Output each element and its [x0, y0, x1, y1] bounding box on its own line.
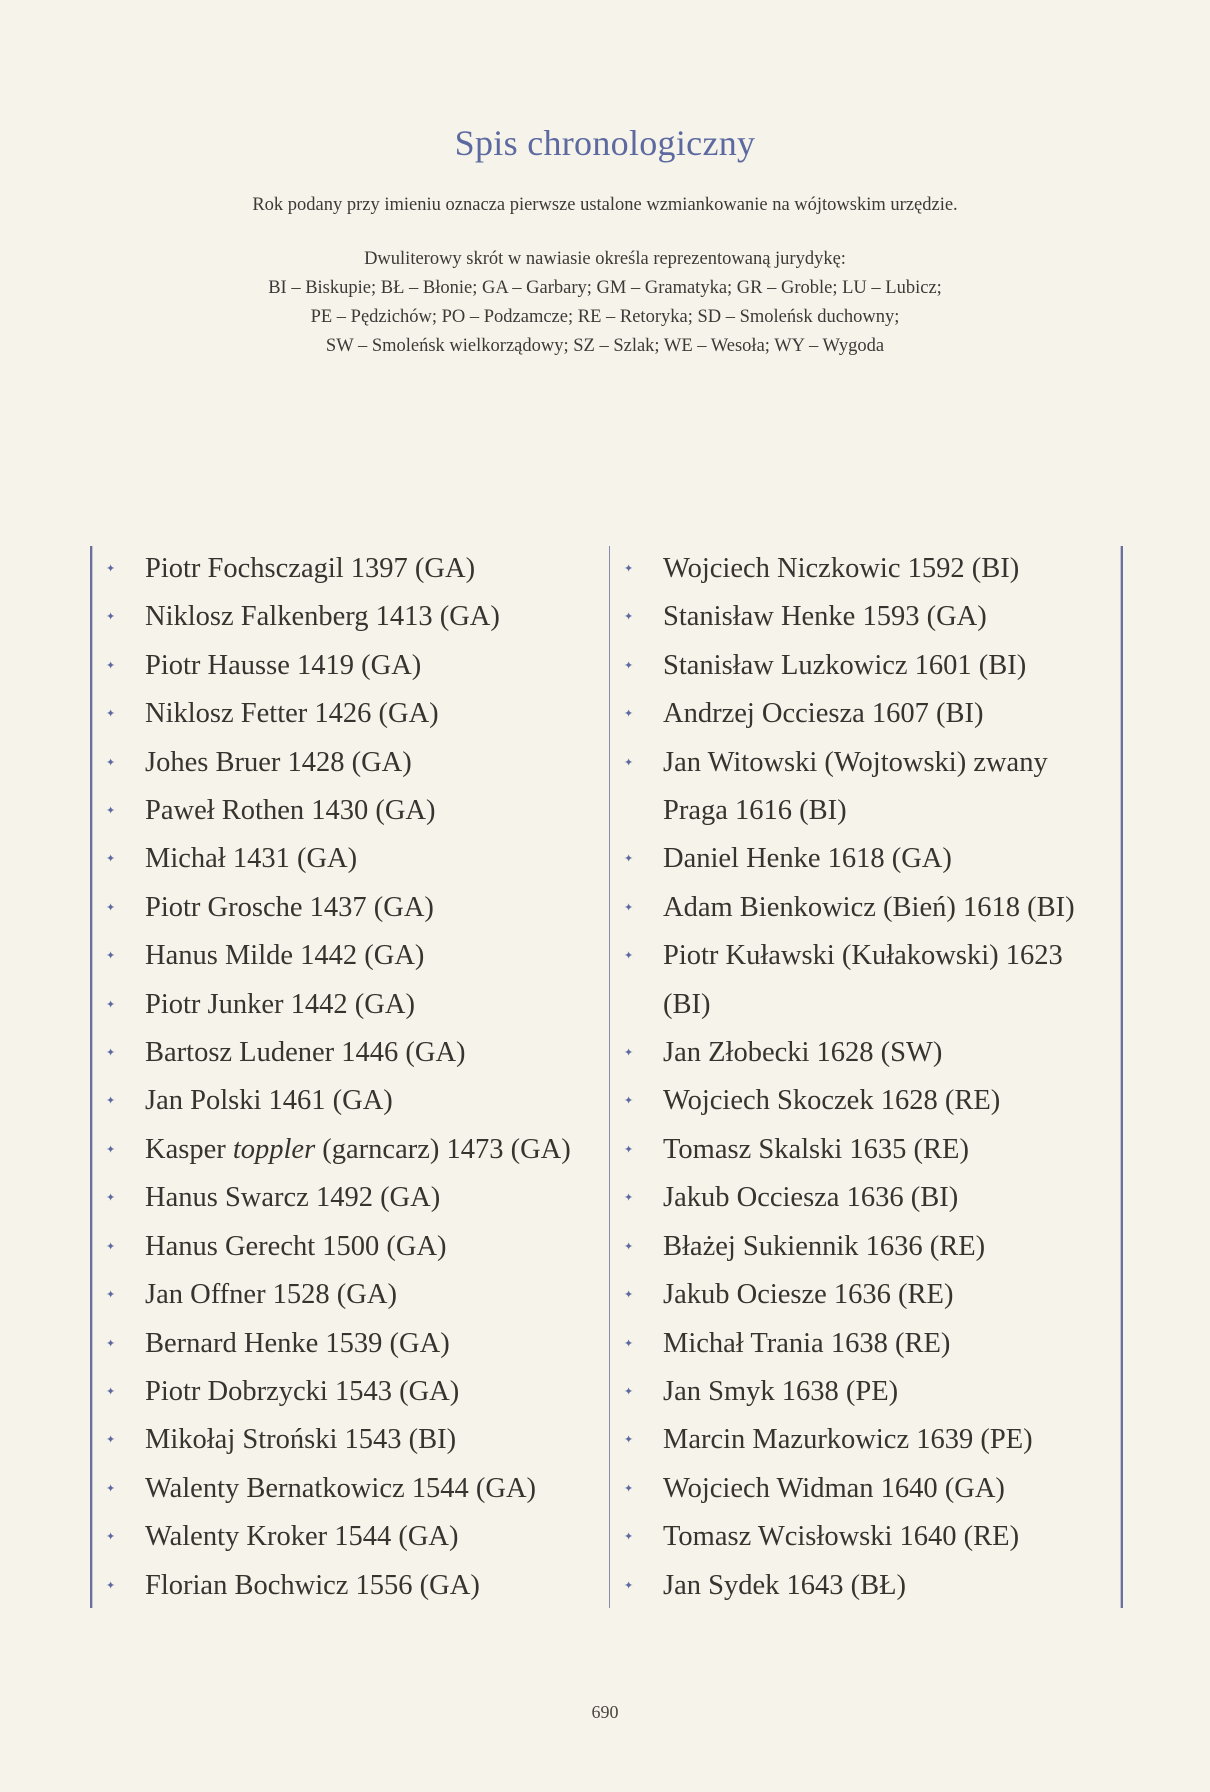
list-item [624, 932, 1114, 1029]
star-bullet-icon: ✦ [106, 1047, 116, 1060]
list-item [624, 835, 1114, 883]
entry-text: Bernard Henke 1539 (GA) [145, 1327, 450, 1359]
list-item [106, 1416, 601, 1464]
entry-text: Johes Bruer 1428 (GA) [145, 746, 412, 778]
entry-text: Jan Polski 1461 (GA) [145, 1085, 393, 1117]
star-bullet-icon: ✦ [106, 1531, 116, 1544]
left-column-rule [90, 546, 92, 1608]
left-column-list [106, 545, 601, 1610]
entry-text: Niklosz Falkenberg 1413 (GA) [145, 601, 500, 633]
list-item [106, 835, 601, 883]
star-bullet-icon: ✦ [624, 659, 634, 672]
entry-text: Jakub Ociesze 1636 (RE) [663, 1279, 954, 1311]
list-item [624, 1320, 1114, 1368]
entry-text: Wojciech Niczkowic 1592 (BI) [663, 553, 1020, 584]
list-item [624, 1416, 1114, 1464]
list-item [624, 1223, 1114, 1271]
list-item [624, 1513, 1114, 1561]
entry-text: Jan Offner 1528 (GA) [145, 1279, 397, 1311]
list-item [106, 545, 601, 593]
list-item [624, 1271, 1114, 1319]
list-item [624, 1126, 1114, 1174]
entry-text: Piotr Hausse 1419 (GA) [145, 649, 422, 681]
star-bullet-icon: ✦ [106, 1337, 116, 1350]
legend-line: SW – Smoleńsk wielkorządowy; SZ – Szlak; WE – Wesoła; WY – Wygoda [325, 336, 885, 356]
entry-text: Wojciech Skoczek 1628 (RE) [663, 1085, 1001, 1117]
entry-text: Jan Witowski (Wojtowski) zwany Praga 1616 (BI) [663, 746, 1048, 827]
star-bullet-icon: ✦ [624, 756, 634, 769]
star-bullet-icon: ✦ [106, 1095, 116, 1108]
star-bullet-icon: ✦ [624, 901, 634, 914]
list-item [106, 981, 601, 1029]
legend-heading: Dwuliterowy skrót w nawiasie określa reprezentowaną jurydykę: [364, 249, 846, 269]
entry-text: Hanus Swarcz 1492 (GA) [145, 1182, 441, 1214]
entry-text: Piotr Junker 1442 (GA) [145, 988, 415, 1020]
page-number: 690 [591, 1702, 619, 1722]
star-bullet-icon: ✦ [624, 950, 634, 963]
entry-text: Błażej Sukiennik 1636 (RE) [663, 1230, 986, 1262]
entry-text: Stanisław Luzkowicz 1601 (BI) [663, 649, 1027, 681]
list-item [106, 1562, 601, 1610]
list-item [106, 690, 601, 738]
star-bullet-icon: ✦ [624, 708, 634, 721]
list-item [106, 1271, 601, 1319]
entry-text: Piotr Fochsczagil 1397 (GA) [145, 553, 476, 584]
list-item [106, 1465, 601, 1513]
entry-text: Tomasz Wcisłowski 1640 (RE) [663, 1521, 1020, 1553]
list-item [624, 1077, 1114, 1125]
star-bullet-icon: ✦ [106, 611, 116, 624]
entry-text: Piotr Grosche 1437 (GA) [145, 891, 434, 923]
star-bullet-icon: ✦ [106, 1289, 116, 1302]
star-bullet-icon: ✦ [624, 1531, 634, 1544]
list-item [106, 932, 601, 980]
list-item [624, 1562, 1114, 1610]
entry-text: Paweł Rothen 1430 (GA) [145, 795, 436, 827]
italic-term: toppler [232, 1133, 316, 1165]
list-item [624, 739, 1114, 836]
list-item [624, 545, 1114, 593]
list-item [106, 1320, 601, 1368]
entry-text: Piotr Dobrzycki 1543 (GA) [145, 1375, 460, 1407]
list-item [106, 1029, 601, 1077]
star-bullet-icon: ✦ [106, 950, 116, 963]
list-item [106, 1513, 601, 1561]
star-bullet-icon: ✦ [624, 1579, 634, 1592]
entry-text: Hanus Milde 1442 (GA) [145, 940, 425, 972]
entry-text: Michał Trania 1638 (RE) [663, 1327, 951, 1359]
entry-text: Jan Złobecki 1628 (SW) [663, 1037, 943, 1069]
star-bullet-icon: ✦ [106, 1240, 116, 1253]
star-bullet-icon: ✦ [106, 563, 116, 575]
legend-line: BI – Biskupie; BŁ – Błonie; GA – Garbary; GM – Gramatyka; GR – Groble; LU – Lubicz; [268, 278, 942, 298]
list-item [624, 884, 1114, 932]
intro-note: Rok podany przy imieniu oznacza pierwsze ustalone wzmiankowanie na wójtowskim urzędzie. [252, 195, 958, 215]
entry-text: Jakub Occiesza 1636 (BI) [663, 1182, 959, 1214]
star-bullet-icon: ✦ [106, 1143, 116, 1156]
list-item [106, 1368, 601, 1416]
jurisdiction-legend [0, 245, 1210, 361]
list-item [624, 642, 1114, 690]
list-item [106, 787, 601, 835]
star-bullet-icon: ✦ [106, 901, 116, 914]
list-item [106, 1223, 601, 1271]
star-bullet-icon: ✦ [624, 1047, 634, 1060]
star-bullet-icon: ✦ [624, 1482, 634, 1495]
star-bullet-icon: ✦ [624, 1192, 634, 1205]
list-item [624, 690, 1114, 738]
star-bullet-icon: ✦ [106, 805, 116, 818]
list-item [106, 1126, 601, 1174]
star-bullet-icon: ✦ [106, 708, 116, 721]
star-bullet-icon: ✦ [624, 853, 634, 866]
star-bullet-icon: ✦ [624, 1289, 634, 1302]
star-bullet-icon: ✦ [106, 756, 116, 769]
list-item [106, 884, 601, 932]
star-bullet-icon: ✦ [624, 1337, 634, 1350]
right-column-list [624, 545, 1114, 1610]
star-bullet-icon: ✦ [106, 853, 116, 866]
list-item [106, 739, 601, 787]
list-item [624, 593, 1114, 641]
star-bullet-icon: ✦ [624, 1385, 634, 1398]
page-title: Spis chronologiczny [454, 123, 756, 163]
entry-text: Florian Bochwicz 1556 (GA) [145, 1569, 480, 1601]
star-bullet-icon: ✦ [624, 1143, 634, 1156]
list-item [624, 1029, 1114, 1077]
star-bullet-icon: ✦ [106, 659, 116, 672]
entry-text: Adam Bienkowicz (Bień) 1618 (BI) [663, 891, 1075, 923]
entry-text: Daniel Henke 1618 (GA) [663, 843, 952, 875]
star-bullet-icon: ✦ [624, 563, 634, 575]
star-bullet-icon: ✦ [624, 1434, 634, 1447]
entry-text: Wojciech Widman 1640 (GA) [663, 1472, 1005, 1504]
star-bullet-icon: ✦ [106, 1579, 116, 1592]
entry-text: Stanisław Henke 1593 (GA) [663, 601, 987, 633]
entry-text: Jan Sydek 1643 (BŁ) [663, 1569, 907, 1601]
star-bullet-icon: ✦ [106, 1192, 116, 1205]
entry-text: Walenty Bernatkowicz 1544 (GA) [145, 1472, 537, 1504]
star-bullet-icon: ✦ [106, 1434, 116, 1447]
legend-line: PE – Pędzichów; PO – Podzamcze; RE – Retoryka; SD – Smoleńsk duchowny; [310, 307, 900, 327]
star-bullet-icon: ✦ [106, 998, 116, 1011]
entry-text: Andrzej Occiesza 1607 (BI) [663, 698, 984, 730]
entry-text: Kasper toppler (garncarz) 1473 (GA) [145, 1133, 571, 1165]
entry-text: Piotr Kuławski (Kułakowski) 1623 (BI) [663, 940, 1063, 1020]
entry-text: Jan Smyk 1638 (PE) [663, 1375, 899, 1407]
middle-column-rule [609, 546, 610, 1608]
star-bullet-icon: ✦ [106, 1482, 116, 1495]
star-bullet-icon: ✦ [624, 1240, 634, 1253]
star-bullet-icon: ✦ [624, 611, 634, 624]
star-bullet-icon: ✦ [624, 1095, 634, 1108]
list-item [624, 1174, 1114, 1222]
list-item [106, 642, 601, 690]
entry-text: Bartosz Ludener 1446 (GA) [145, 1037, 466, 1069]
entry-text: Niklosz Fetter 1426 (GA) [145, 698, 439, 730]
entry-text: Tomasz Skalski 1635 (RE) [663, 1133, 969, 1165]
right-column-rule [1121, 546, 1123, 1608]
entry-text: Hanus Gerecht 1500 (GA) [145, 1230, 447, 1262]
star-bullet-icon: ✦ [106, 1385, 116, 1398]
entry-text: Walenty Kroker 1544 (GA) [145, 1521, 459, 1553]
list-item [106, 593, 601, 641]
entry-text: Marcin Mazurkowicz 1639 (PE) [663, 1424, 1033, 1456]
list-item [106, 1077, 601, 1125]
list-item [624, 1465, 1114, 1513]
entry-text: Michał 1431 (GA) [145, 843, 358, 875]
list-item [624, 1368, 1114, 1416]
list-item [106, 1174, 601, 1222]
entry-text: Mikołaj Stroński 1543 (BI) [145, 1424, 457, 1456]
